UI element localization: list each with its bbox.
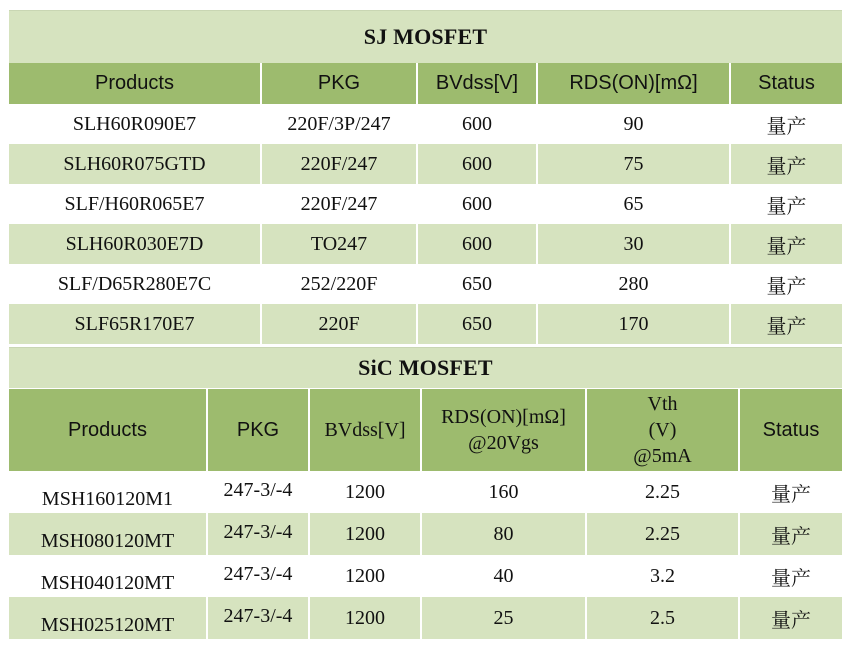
cell-rds-on: 170: [537, 304, 730, 344]
header-products: Products: [9, 389, 207, 471]
cell-bvdss: 650: [417, 304, 537, 344]
cell-product: SLF/H60R065E7: [9, 184, 261, 224]
header-products: Products: [9, 63, 261, 104]
table-row: [9, 304, 842, 344]
cell-vth: 3.2: [586, 555, 739, 597]
table-row: [9, 555, 842, 597]
cell-rds-on: 280: [537, 264, 730, 304]
cell-status: 量产: [739, 597, 842, 639]
cell-bvdss: 600: [417, 184, 537, 224]
cell-product: SLF65R170E7: [9, 304, 261, 344]
sic-mosfet-title: SiC MOSFET: [9, 347, 842, 388]
cell-pkg: 247-3/-4: [207, 555, 309, 597]
header-vth-line1: Vth: [647, 393, 678, 415]
table-row: [9, 471, 842, 513]
table-row: [9, 104, 842, 144]
header-rds-on: [421, 389, 586, 471]
cell-product: SLH60R090E7: [9, 104, 261, 144]
cell-rds-on: 80: [421, 513, 586, 555]
table-row: [9, 513, 842, 555]
cell-pkg: 247-3/-4: [207, 513, 309, 555]
cell-rds-on: 30: [537, 224, 730, 264]
cell-vth: 2.5: [586, 597, 739, 639]
cell-status: 量产: [730, 144, 842, 184]
cell-bvdss: 1200: [309, 555, 421, 597]
cell-pkg: 247-3/-4: [207, 471, 309, 513]
cell-status: 量产: [739, 555, 842, 597]
header-rds-on-line2: @20Vgs: [468, 432, 539, 454]
cell-rds-on: 75: [537, 144, 730, 184]
header-status: Status: [730, 63, 842, 104]
table-header-row: [9, 63, 842, 104]
header-vth-line3: @5mA: [633, 445, 692, 467]
table-row: [9, 184, 842, 224]
sj-mosfet-title: SJ MOSFET: [9, 10, 842, 63]
cell-status: 量产: [730, 304, 842, 344]
cell-status: 量产: [739, 513, 842, 555]
cell-status: 量产: [739, 471, 842, 513]
cell-status: 量产: [730, 104, 842, 144]
header-pkg: PKG: [261, 63, 417, 104]
cell-bvdss: 650: [417, 264, 537, 304]
cell-bvdss: 1200: [309, 513, 421, 555]
cell-bvdss: 1200: [309, 471, 421, 513]
cell-rds-on: 90: [537, 104, 730, 144]
header-status: Status: [739, 389, 842, 471]
header-pkg: PKG: [207, 389, 309, 471]
cell-pkg: 220F: [261, 304, 417, 344]
cell-bvdss: 600: [417, 144, 537, 184]
header-rds-on: RDS(ON)[mΩ]: [537, 63, 730, 104]
cell-pkg: 252/220F: [261, 264, 417, 304]
cell-pkg: TO247: [261, 224, 417, 264]
cell-vth: 2.25: [586, 513, 739, 555]
cell-bvdss: 600: [417, 104, 537, 144]
table-header-row: [9, 389, 842, 471]
cell-rds-on: 25: [421, 597, 586, 639]
header-vth-line2: (V): [648, 419, 677, 441]
cell-product: SLH60R075GTD: [9, 144, 261, 184]
header-vth: [586, 389, 739, 471]
cell-bvdss: 1200: [309, 597, 421, 639]
cell-vth: 2.25: [586, 471, 739, 513]
table-row: [9, 144, 842, 184]
cell-product: MSH160120M1: [9, 471, 207, 513]
cell-status: 量产: [730, 224, 842, 264]
sic-mosfet-table: [9, 389, 842, 639]
cell-product: MSH040120MT: [9, 555, 207, 597]
table-row: [9, 597, 842, 639]
sj-mosfet-table: [9, 63, 842, 344]
header-bvdss: BVdss[V]: [417, 63, 537, 104]
cell-product: MSH080120MT: [9, 513, 207, 555]
cell-status: 量产: [730, 264, 842, 304]
cell-rds-on: 40: [421, 555, 586, 597]
cell-pkg: 220F/3P/247: [261, 104, 417, 144]
cell-pkg: 220F/247: [261, 184, 417, 224]
cell-pkg: 220F/247: [261, 144, 417, 184]
cell-rds-on: 160: [421, 471, 586, 513]
cell-product: MSH025120MT: [9, 597, 207, 639]
table-row: [9, 224, 842, 264]
cell-product: SLF/D65R280E7C: [9, 264, 261, 304]
cell-product: SLH60R030E7D: [9, 224, 261, 264]
cell-pkg: 247-3/-4: [207, 597, 309, 639]
cell-status: 量产: [730, 184, 842, 224]
header-bvdss: BVdss[V]: [309, 389, 421, 471]
cell-bvdss: 600: [417, 224, 537, 264]
table-row: [9, 264, 842, 304]
cell-rds-on: 65: [537, 184, 730, 224]
header-rds-on-line1: RDS(ON)[mΩ]: [441, 406, 566, 428]
